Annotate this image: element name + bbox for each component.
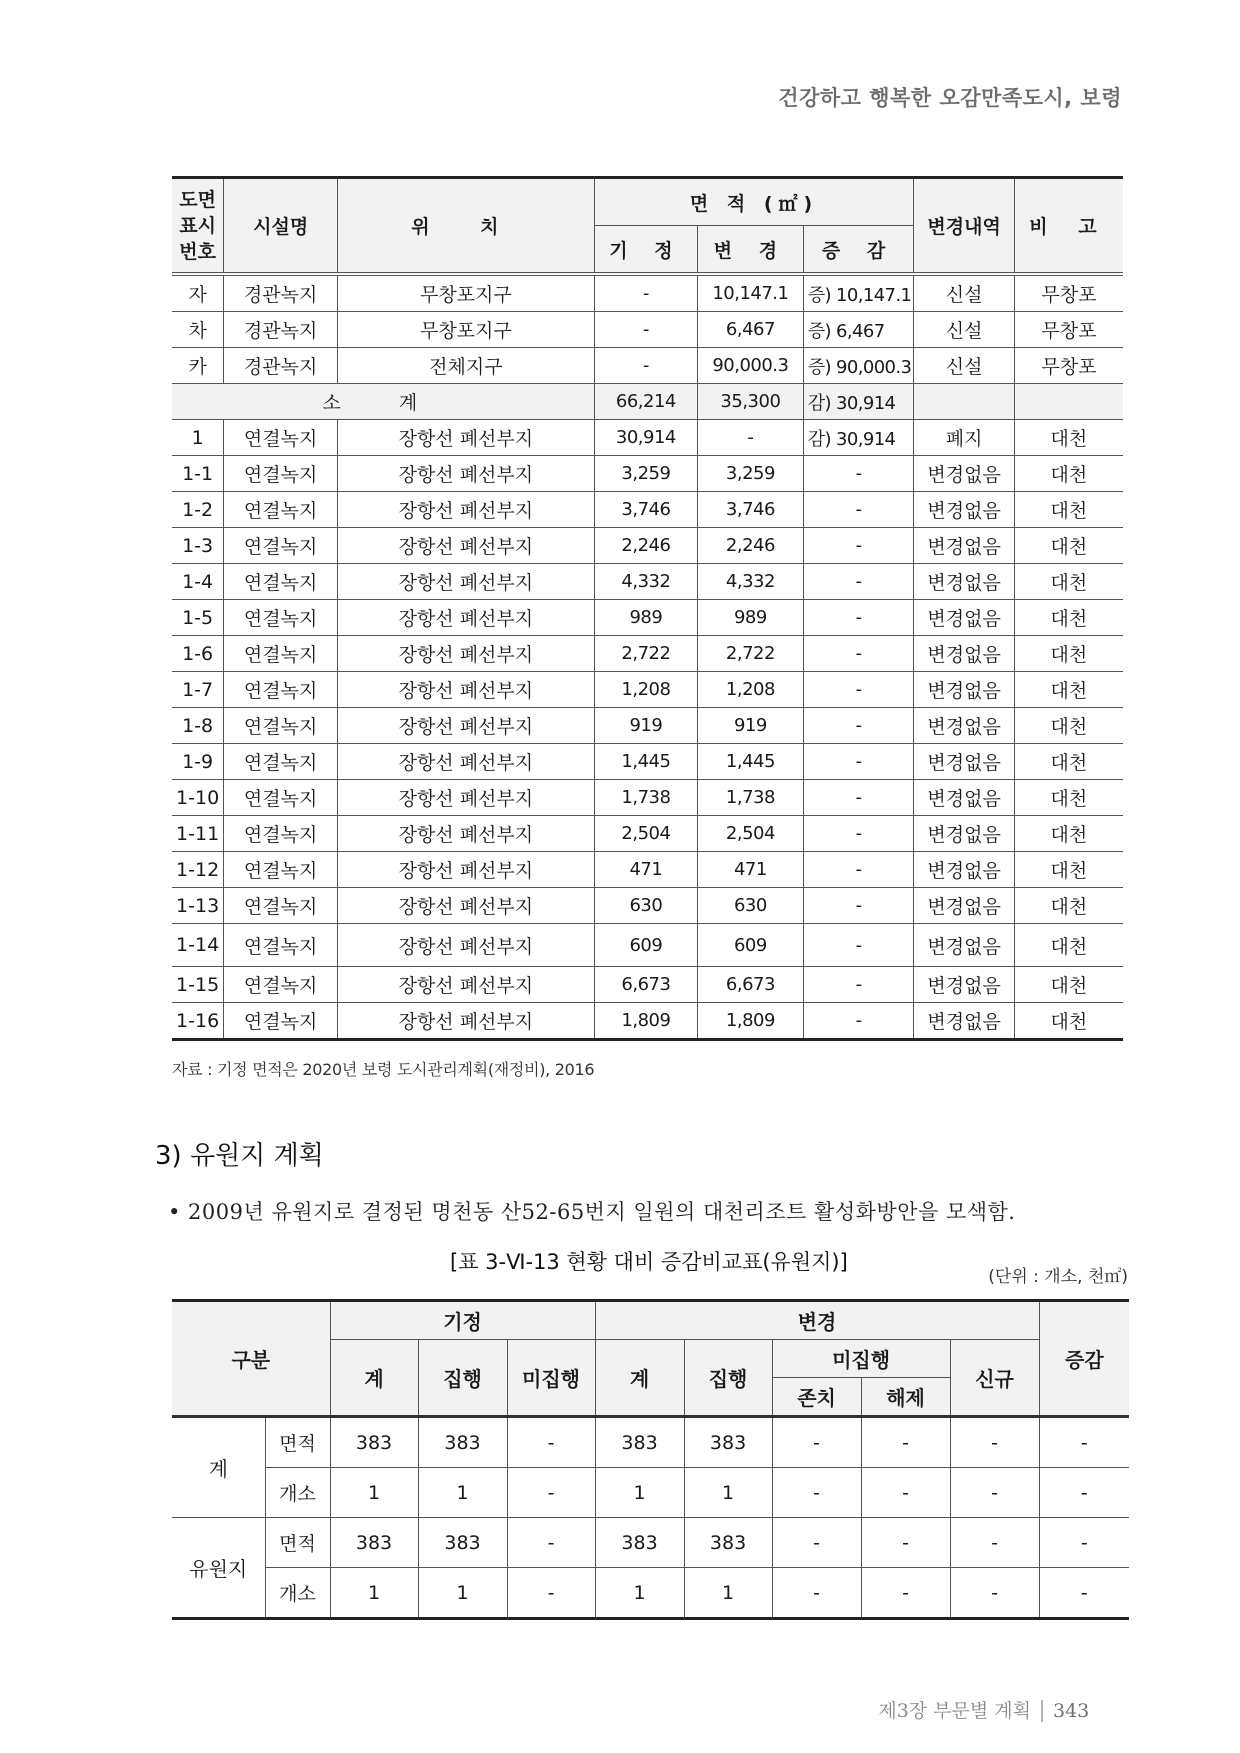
cell-no: 1-7: [172, 672, 224, 708]
value-cell: 1: [330, 1568, 418, 1619]
cell-location: 장항선 폐선부지: [338, 924, 595, 967]
value-cell: 1: [418, 1568, 507, 1619]
cell-location: 장항선 폐선부지: [338, 456, 595, 492]
subtotal-diff: 감) 30,914: [803, 384, 914, 420]
table-row: [172, 1518, 1129, 1568]
table-row: [172, 1568, 1129, 1619]
table-row: [172, 708, 1123, 744]
cell-no: 1-14: [172, 924, 224, 967]
cell-note: 대천: [1014, 564, 1123, 600]
cell-facility: 연결녹지: [224, 744, 338, 780]
cell-facility: 연결녹지: [224, 672, 338, 708]
cell-note: 대천: [1014, 600, 1123, 636]
cell-detail: 신설: [914, 312, 1014, 348]
subtotal-row: [172, 384, 1123, 420]
cell-note: 대천: [1014, 420, 1123, 456]
cell-diff: -: [803, 816, 914, 852]
table-row: [172, 924, 1123, 967]
cell-location: 장항선 폐선부지: [338, 1003, 595, 1040]
t2-header-released: 해제: [861, 1378, 950, 1417]
col-header-location: 위 치: [338, 178, 595, 275]
cell-location: 장항선 폐선부지: [338, 744, 595, 780]
cell-changed: 2,504: [698, 816, 804, 852]
cell-diff: -: [803, 636, 914, 672]
cell-existing: 609: [594, 924, 697, 967]
cell-no: 1-9: [172, 744, 224, 780]
section-title: 3) 유원지 계획: [155, 1141, 324, 1171]
table-row: [172, 816, 1123, 852]
cell-diff: -: [803, 708, 914, 744]
table-row: [172, 672, 1123, 708]
cell-facility: 연결녹지: [224, 420, 338, 456]
bullet-text: • 2009년 유원지로 결정된 명천동 산52-65번지 일원의 대천리조트 활성화방안을 모색함.: [168, 1200, 1016, 1224]
value-cell: 383: [595, 1417, 684, 1468]
value-cell: -: [1039, 1518, 1129, 1568]
col-header-no: 도면 표시 번호: [172, 178, 224, 275]
value-cell: -: [861, 1468, 950, 1518]
value-cell: -: [950, 1518, 1039, 1568]
t2-header-diff: 증감: [1039, 1301, 1129, 1417]
cell-changed: 1,809: [698, 1003, 804, 1040]
row-label: 개소: [265, 1568, 330, 1619]
cell-location: 장항선 폐선부지: [338, 672, 595, 708]
cell-location: 장항선 폐선부지: [338, 888, 595, 924]
table-row: [172, 1417, 1129, 1468]
table-row: [172, 744, 1123, 780]
t2-header-total: 계: [330, 1340, 418, 1417]
cell-note: 대천: [1014, 888, 1123, 924]
subtotal-existing: 66,214: [594, 384, 697, 420]
cell-note: 대천: [1014, 924, 1123, 967]
cell-detail: 변경없음: [914, 924, 1014, 967]
cell-location: 장항선 폐선부지: [338, 420, 595, 456]
cell-location: 장항선 폐선부지: [338, 600, 595, 636]
cell-facility: 연결녹지: [224, 780, 338, 816]
cell-note: 대천: [1014, 852, 1123, 888]
amusement-park-table: [172, 1299, 1129, 1620]
cell-changed: 4,332: [698, 564, 804, 600]
cell-detail: 변경없음: [914, 816, 1014, 852]
value-cell: -: [950, 1568, 1039, 1619]
cell-no: 1-4: [172, 564, 224, 600]
cell-existing: -: [594, 312, 697, 348]
cell-existing: 1,208: [594, 672, 697, 708]
cell-changed: 10,147.1: [698, 274, 804, 312]
table-row: [172, 420, 1123, 456]
t2-header-new: 신규: [950, 1340, 1039, 1417]
value-cell: -: [861, 1518, 950, 1568]
t2-header-unexecuted-changed: 미집행: [772, 1340, 950, 1378]
cell-location: 장항선 폐선부지: [338, 636, 595, 672]
table-row: [172, 600, 1123, 636]
cell-detail: 폐지: [914, 420, 1014, 456]
cell-location: 장항선 폐선부지: [338, 564, 595, 600]
cell-no: 1-11: [172, 816, 224, 852]
table-caption: [표 3-Ⅵ-13 현황 대비 증감비교표(유원지)]: [450, 1250, 848, 1274]
cell-location: 장항선 폐선부지: [338, 708, 595, 744]
cell-changed: 6,673: [698, 967, 804, 1003]
table-source-note: 자료 : 기정 면적은 2020년 보령 도시관리계획(재정비), 2016: [172, 1060, 595, 1079]
value-cell: -: [507, 1468, 595, 1518]
cell-changed: 3,259: [698, 456, 804, 492]
value-cell: 1: [330, 1468, 418, 1518]
value-cell: 383: [330, 1518, 418, 1568]
row-label: 개소: [265, 1468, 330, 1518]
value-cell: 383: [330, 1417, 418, 1468]
cell-changed: 90,000.3: [698, 348, 804, 384]
cell-detail: 변경없음: [914, 600, 1014, 636]
cell-detail: 변경없음: [914, 967, 1014, 1003]
cell-no: 자: [172, 274, 224, 312]
cell-changed: -: [698, 420, 804, 456]
table-row: [172, 1468, 1129, 1518]
row-label: 면적: [265, 1518, 330, 1568]
cell-changed: 2,722: [698, 636, 804, 672]
cell-no: 1-15: [172, 967, 224, 1003]
value-cell: -: [950, 1468, 1039, 1518]
cell-note: 대천: [1014, 1003, 1123, 1040]
cell-facility: 연결녹지: [224, 967, 338, 1003]
cell-facility: 연결녹지: [224, 888, 338, 924]
cell-detail: 변경없음: [914, 780, 1014, 816]
cell-location: 전체지구: [338, 348, 595, 384]
cell-existing: 1,738: [594, 780, 697, 816]
cell-no: 1-6: [172, 636, 224, 672]
value-cell: -: [1039, 1417, 1129, 1468]
cell-changed: 3,746: [698, 492, 804, 528]
table-row: [172, 967, 1123, 1003]
value-cell: -: [507, 1518, 595, 1568]
cell-facility: 연결녹지: [224, 636, 338, 672]
col-header-existing: 기 정: [594, 226, 697, 275]
value-cell: -: [772, 1568, 861, 1619]
cell-detail: 변경없음: [914, 528, 1014, 564]
table-row: [172, 348, 1123, 384]
cell-no: 카: [172, 348, 224, 384]
cell-existing: 2,722: [594, 636, 697, 672]
cell-diff: -: [803, 744, 914, 780]
table-row: [172, 780, 1123, 816]
cell-existing: 630: [594, 888, 697, 924]
cell-detail: 변경없음: [914, 744, 1014, 780]
t2-header-changed: 변경: [595, 1301, 1039, 1340]
group-label: 유원지: [172, 1518, 265, 1619]
cell-existing: 471: [594, 852, 697, 888]
cell-diff: -: [803, 456, 914, 492]
cell-detail: 신설: [914, 274, 1014, 312]
col-header-diff: 증 감: [803, 226, 914, 275]
cell-no: 1-10: [172, 780, 224, 816]
cell-existing: 2,246: [594, 528, 697, 564]
subtotal-changed: 35,300: [698, 384, 804, 420]
cell-note: 무창포: [1014, 274, 1123, 312]
cell-changed: 1,738: [698, 780, 804, 816]
cell-existing: 1,809: [594, 1003, 697, 1040]
cell-changed: 609: [698, 924, 804, 967]
cell-diff: -: [803, 780, 914, 816]
cell-existing: 6,673: [594, 967, 697, 1003]
cell-detail: 변경없음: [914, 456, 1014, 492]
value-cell: -: [772, 1468, 861, 1518]
value-cell: 1: [684, 1568, 772, 1619]
t2-header-category: 구분: [172, 1301, 330, 1417]
cell-location: 장항선 폐선부지: [338, 816, 595, 852]
cell-note: 대천: [1014, 744, 1123, 780]
cell-diff: 증) 90,000.3: [803, 348, 914, 384]
cell-facility: 연결녹지: [224, 816, 338, 852]
cell-diff: -: [803, 924, 914, 967]
cell-facility: 연결녹지: [224, 528, 338, 564]
table-row: [172, 456, 1123, 492]
footer-chapter: 제3장 부문별 계획: [878, 1700, 1031, 1722]
subtotal-note: [1014, 384, 1123, 420]
cell-note: 대천: [1014, 492, 1123, 528]
cell-changed: 989: [698, 600, 804, 636]
value-cell: 1: [418, 1468, 507, 1518]
cell-note: 대천: [1014, 528, 1123, 564]
cell-diff: -: [803, 600, 914, 636]
cell-facility: 연결녹지: [224, 924, 338, 967]
cell-no: 차: [172, 312, 224, 348]
cell-diff: -: [803, 1003, 914, 1040]
unit-note: (단위 : 개소, 천㎡): [988, 1267, 1128, 1287]
cell-no: 1-13: [172, 888, 224, 924]
table-row: [172, 312, 1123, 348]
value-cell: -: [507, 1568, 595, 1619]
subtotal-detail: [914, 384, 1014, 420]
cell-no: 1-2: [172, 492, 224, 528]
cell-existing: 1,445: [594, 744, 697, 780]
cell-changed: 630: [698, 888, 804, 924]
cell-diff: -: [803, 528, 914, 564]
cell-existing: 919: [594, 708, 697, 744]
table-row: [172, 636, 1123, 672]
cell-note: 대천: [1014, 780, 1123, 816]
subtotal-label: 소 계: [172, 384, 594, 420]
t2-header-kept: 존치: [772, 1378, 861, 1417]
green-space-table: [172, 176, 1123, 1041]
cell-facility: 경관녹지: [224, 274, 338, 312]
cell-existing: 3,259: [594, 456, 697, 492]
value-cell: -: [1039, 1568, 1129, 1619]
value-cell: 383: [595, 1518, 684, 1568]
cell-note: 대천: [1014, 816, 1123, 852]
col-header-facility: 시설명: [224, 178, 338, 275]
cell-diff: -: [803, 967, 914, 1003]
cell-note: 대천: [1014, 672, 1123, 708]
value-cell: 1: [595, 1568, 684, 1619]
cell-detail: 변경없음: [914, 672, 1014, 708]
value-cell: 1: [595, 1468, 684, 1518]
cell-note: 무창포: [1014, 348, 1123, 384]
cell-no: 1-1: [172, 456, 224, 492]
table-row: [172, 274, 1123, 312]
cell-facility: 연결녹지: [224, 852, 338, 888]
value-cell: 383: [418, 1518, 507, 1568]
cell-changed: 1,208: [698, 672, 804, 708]
cell-facility: 연결녹지: [224, 600, 338, 636]
cell-facility: 경관녹지: [224, 348, 338, 384]
cell-existing: 2,504: [594, 816, 697, 852]
t2-header-unexecuted: 미집행: [507, 1340, 595, 1417]
cell-detail: 변경없음: [914, 636, 1014, 672]
table-row: [172, 888, 1123, 924]
cell-note: 대천: [1014, 456, 1123, 492]
running-header: 건강하고 행복한 오감만족도시, 보령: [778, 86, 1122, 110]
table-row: [172, 564, 1123, 600]
cell-location: 장항선 폐선부지: [338, 780, 595, 816]
cell-diff: 증) 6,467: [803, 312, 914, 348]
value-cell: 383: [684, 1518, 772, 1568]
value-cell: -: [772, 1417, 861, 1468]
cell-no: 1: [172, 420, 224, 456]
cell-changed: 2,246: [698, 528, 804, 564]
cell-location: 장항선 폐선부지: [338, 528, 595, 564]
cell-existing: -: [594, 274, 697, 312]
cell-existing: 30,914: [594, 420, 697, 456]
cell-diff: -: [803, 852, 914, 888]
cell-location: 장항선 폐선부지: [338, 967, 595, 1003]
t2-header-executed: 집행: [418, 1340, 507, 1417]
value-cell: -: [861, 1568, 950, 1619]
cell-location: 장항선 폐선부지: [338, 852, 595, 888]
value-cell: 383: [684, 1417, 772, 1468]
cell-changed: 6,467: [698, 312, 804, 348]
group-label: 계: [172, 1417, 265, 1518]
cell-diff: -: [803, 492, 914, 528]
value-cell: -: [507, 1417, 595, 1468]
col-header-changed: 변 경: [698, 226, 804, 275]
value-cell: -: [861, 1417, 950, 1468]
cell-changed: 471: [698, 852, 804, 888]
cell-no: 1-8: [172, 708, 224, 744]
cell-existing: 3,746: [594, 492, 697, 528]
cell-facility: 연결녹지: [224, 456, 338, 492]
col-header-note: 비 고: [1014, 178, 1123, 275]
cell-note: 무창포: [1014, 312, 1123, 348]
cell-no: 1-5: [172, 600, 224, 636]
cell-no: 1-3: [172, 528, 224, 564]
cell-diff: -: [803, 564, 914, 600]
value-cell: 383: [418, 1417, 507, 1468]
cell-diff: 감) 30,914: [803, 420, 914, 456]
table-row: [172, 492, 1123, 528]
cell-diff: -: [803, 888, 914, 924]
cell-existing: 989: [594, 600, 697, 636]
cell-facility: 연결녹지: [224, 492, 338, 528]
cell-facility: 경관녹지: [224, 312, 338, 348]
cell-detail: 변경없음: [914, 708, 1014, 744]
row-label: 면적: [265, 1417, 330, 1468]
cell-location: 무창포지구: [338, 312, 595, 348]
cell-detail: 신설: [914, 348, 1014, 384]
cell-facility: 연결녹지: [224, 564, 338, 600]
cell-detail: 변경없음: [914, 852, 1014, 888]
value-cell: 1: [684, 1468, 772, 1518]
value-cell: -: [1039, 1468, 1129, 1518]
cell-note: 대천: [1014, 967, 1123, 1003]
cell-facility: 연결녹지: [224, 708, 338, 744]
table-row: [172, 1003, 1123, 1040]
value-cell: -: [772, 1518, 861, 1568]
cell-diff: 증) 10,147.1: [803, 274, 914, 312]
cell-no: 1-12: [172, 852, 224, 888]
cell-detail: 변경없음: [914, 1003, 1014, 1040]
cell-existing: -: [594, 348, 697, 384]
footer-page-number: 343: [1053, 1700, 1090, 1722]
t2-header-total-changed: 계: [595, 1340, 684, 1417]
col-header-change-detail: 변경내역: [914, 178, 1014, 275]
cell-diff: -: [803, 672, 914, 708]
cell-existing: 4,332: [594, 564, 697, 600]
cell-detail: 변경없음: [914, 492, 1014, 528]
cell-changed: 1,445: [698, 744, 804, 780]
table-row: [172, 852, 1123, 888]
cell-detail: 변경없음: [914, 888, 1014, 924]
cell-detail: 변경없음: [914, 564, 1014, 600]
table-row: [172, 528, 1123, 564]
t2-header-existing: 기정: [330, 1301, 595, 1340]
cell-location: 장항선 폐선부지: [338, 492, 595, 528]
cell-facility: 연결녹지: [224, 1003, 338, 1040]
value-cell: -: [950, 1417, 1039, 1468]
cell-location: 무창포지구: [338, 274, 595, 312]
cell-changed: 919: [698, 708, 804, 744]
col-header-area: 면 적 (㎡): [594, 178, 914, 226]
cell-note: 대천: [1014, 708, 1123, 744]
t2-header-executed-changed: 집행: [684, 1340, 772, 1417]
cell-note: 대천: [1014, 636, 1123, 672]
cell-no: 1-16: [172, 1003, 224, 1040]
